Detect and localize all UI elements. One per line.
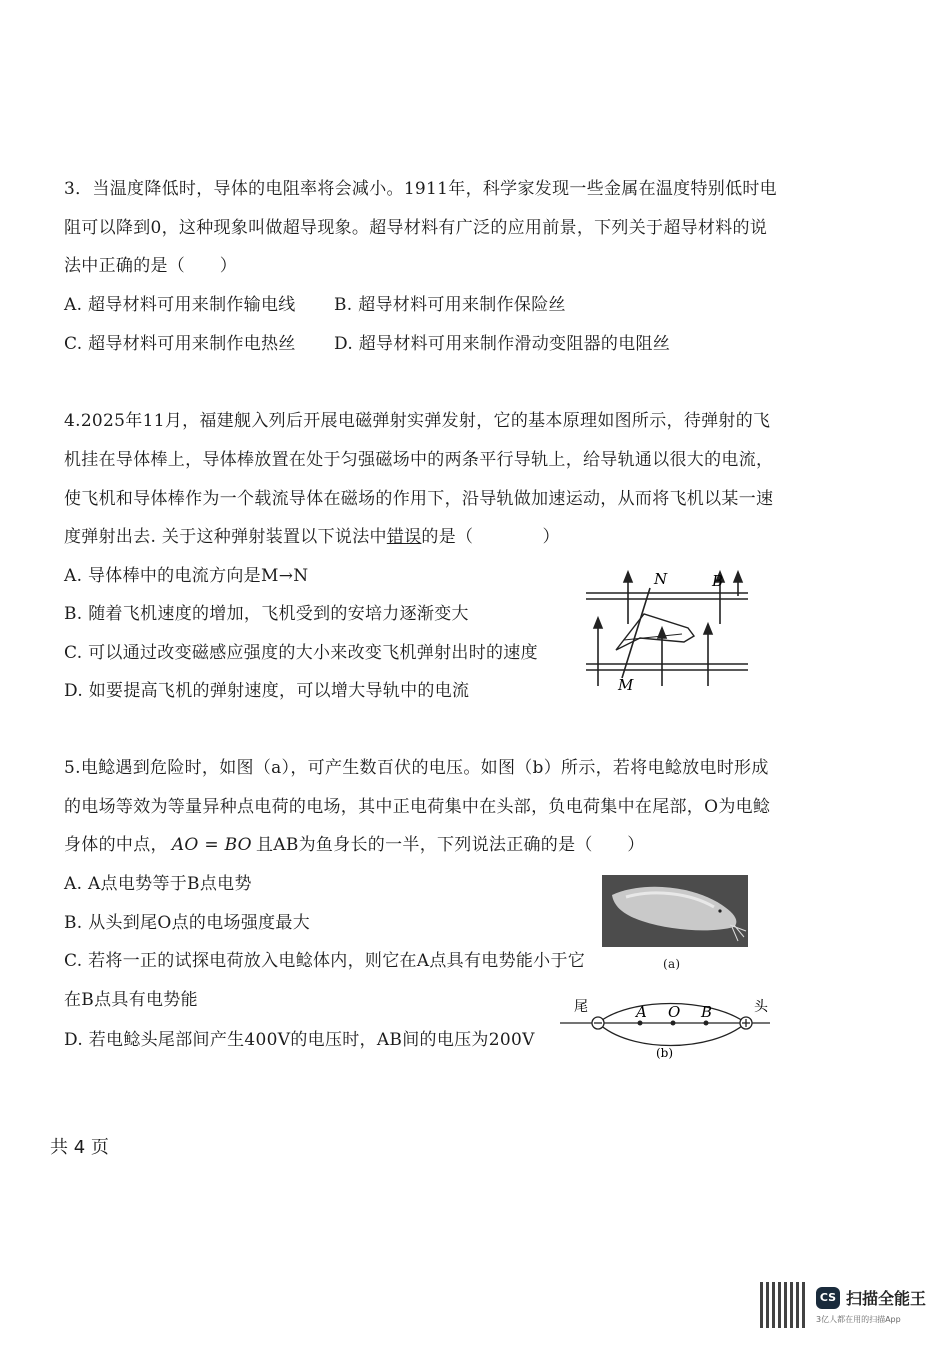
cs-logo-icon: CS: [816, 1287, 840, 1309]
q4-line-3: 使飞机和导体棒作为一个载流导体在磁场的作用下，沿导轨做加速运动，从而将飞机以某一速: [64, 489, 774, 509]
q3-line-1: 3．当温度降低时，导体的电阻率将会减小。1911年，科学家发现一些金属在温度特别低时电: [64, 179, 777, 199]
q4-line-4: 度弹射出去. 关于这种弹射装置以下说法中错误的是（ ）: [64, 527, 560, 547]
point-o-label: O: [668, 1003, 681, 1021]
label-n: N: [654, 570, 668, 588]
q5-line-3: 身体的中点， AO = BO 且AB为鱼身长的一半，下列说法正确的是（ ）: [64, 835, 645, 855]
q3-line-3: 法中正确的是（ ）: [64, 256, 237, 276]
q3-option-b: B. 超导材料可用来制作保险丝: [334, 295, 566, 315]
q5-option-d: D. 若电鲶头尾部间产生400V的电压时，AB间的电压为200V: [64, 1030, 535, 1050]
q4-line-2: 机挂在导体棒上，导体棒放置在处于匀强磁场中的两条平行导轨上，给导轨通以很大的电流，: [64, 450, 774, 470]
point-a-label: A: [636, 1003, 647, 1021]
head-label: 头: [754, 999, 768, 1015]
q4-option-a: A. 导体棒中的电流方向是M→N: [64, 566, 309, 586]
app-name: 扫描全能王: [846, 1289, 927, 1308]
q4-option-b: B. 随着飞机速度的增加，飞机受到的安培力逐渐变大: [64, 604, 469, 624]
field-diagram: [560, 995, 774, 1061]
figure-b-caption: (b): [656, 1046, 674, 1060]
label-b: B: [712, 572, 724, 590]
catfish-photo: [602, 875, 748, 947]
emphasis-word: 错误: [386, 527, 422, 547]
q4-option-c: C. 可以通过改变磁感应强度的大小来改变飞机弹射出时的速度: [64, 643, 538, 663]
q3-line-2: 阻可以降到0，这种现象叫做超导现象。超导材料有广泛的应用前景，下列关于超导材料的说: [64, 218, 768, 238]
figure-a-caption: (a): [663, 957, 681, 971]
q4-line-1: 4.2025年11月，福建舰入列后开展电磁弹射实弹发射，它的基本原理如图所示，待弹射的飞: [64, 411, 771, 431]
label-m: M: [618, 676, 634, 694]
q3-option-d: D. 超导材料可用来制作滑动变阻器的电阻丝: [334, 334, 671, 354]
qr-code-icon: [760, 1282, 806, 1328]
page-count: 共 4 页: [50, 1137, 109, 1158]
q5-line-2: 的电场等效为等量异种点电荷的电场，其中正电荷集中在头部，负电荷集中在尾部，O为电鲶: [64, 797, 771, 817]
q5-option-c: C. 若将一正的试探电荷放入电鲶体内，则它在A点具有电势能小于它: [64, 951, 586, 971]
q5-option-a: A. A点电势等于B点电势: [64, 874, 252, 894]
point-b-label: B: [701, 1003, 713, 1021]
q3-option-a: A. 超导材料可用来制作输电线: [64, 295, 296, 315]
railgun-figure: [578, 566, 758, 698]
q4-option-d: D. 如要提高飞机的弹射速度，可以增大导轨中的电流: [64, 681, 470, 701]
tail-label: 尾: [574, 999, 588, 1015]
q5-option-c-cont: 在B点具有电势能: [64, 990, 198, 1010]
q5-option-b: B. 从头到尾O点的电场强度最大: [64, 913, 311, 933]
q5-line-1: 5.电鲶遇到危险时，如图（a），可产生数百伏的电压。如图（b）所示，若将电鲶放电时形成: [64, 758, 769, 778]
q3-option-c: C. 超导材料可用来制作电热丝: [64, 334, 296, 354]
app-subtitle: 3亿人都在用的扫描App: [816, 1315, 901, 1324]
scanner-watermark: [760, 1282, 940, 1332]
formula-ao-bo: AO = BO: [171, 835, 252, 855]
